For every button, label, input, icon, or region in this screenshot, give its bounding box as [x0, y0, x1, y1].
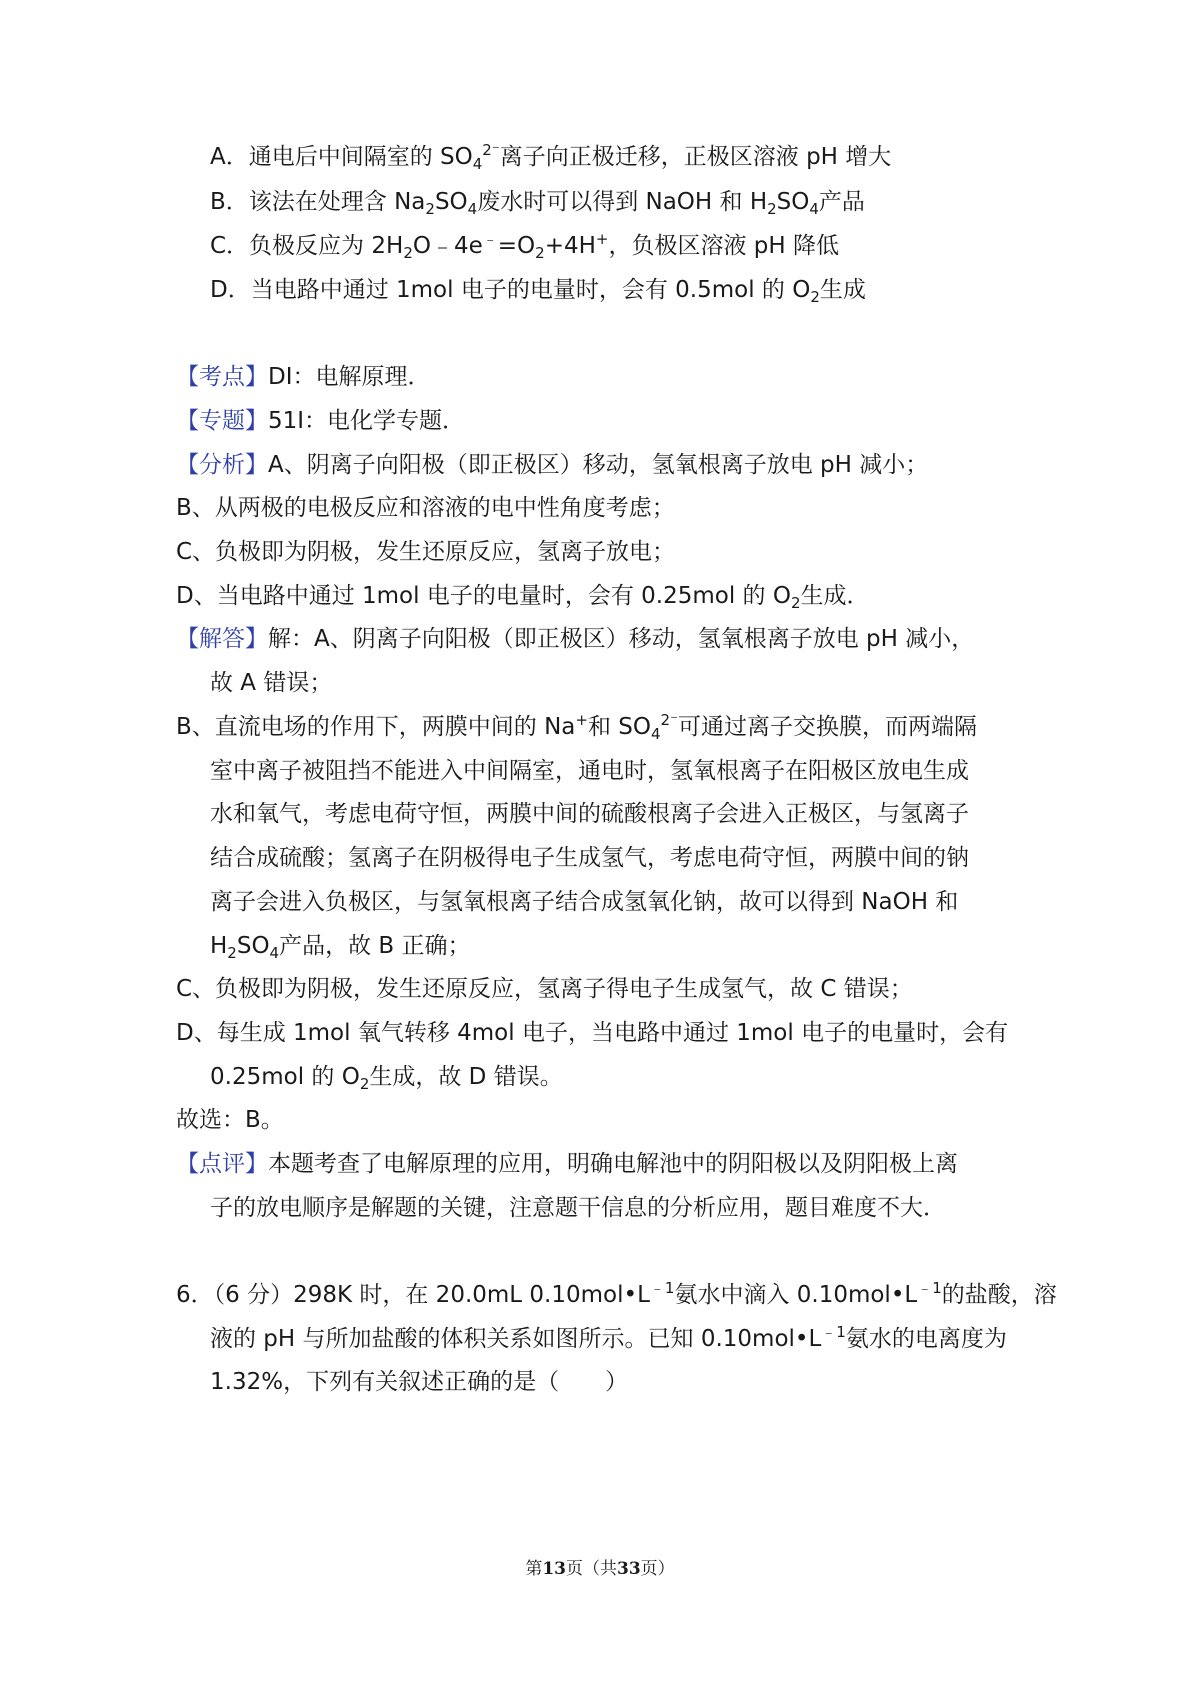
jieda-text: D、每生成 1mol 氧气转移 4mol 电子，当电路中通过 1mol 电子的电量时，会有 [176, 1020, 1009, 1046]
jieda-line [210, 930, 471, 962]
option-b-text: 废水时可以得到 NaOH 和 H [477, 189, 768, 215]
subscript: 4 [472, 155, 483, 173]
fenxi-tag: 【分析】 [176, 452, 268, 478]
fenxi-line [176, 536, 675, 568]
option-d [210, 274, 866, 306]
option-d-text: D．当电路中通过 1mol 电子的电量时，会有 0.5mol 的 O [210, 277, 811, 303]
fenxi-line [176, 580, 870, 612]
jieda-text: 0.25mol 的 O [210, 1064, 360, 1090]
subscript: 2 [359, 1075, 370, 1093]
fenxi-line [176, 449, 928, 481]
jieda-text: 生成，故 D 错误。 [369, 1064, 563, 1090]
subscript: 2 [810, 288, 820, 306]
fenxi-text: B、从两极的电极反应和溶液的电中性角度考虑； [176, 495, 675, 521]
answer-line [176, 1104, 284, 1136]
subscript: 2 [403, 244, 413, 262]
zhuanti-text: 51I：电化学专题． [268, 408, 466, 434]
jieda-line [176, 1017, 1008, 1049]
subscript: 4 [650, 725, 661, 743]
jieda-text: H [210, 933, 228, 959]
option-b-text: 产品 [818, 189, 865, 215]
option-a-text: A．通电后中间隔室的 SO [210, 144, 473, 170]
question-6-text: 液的 pH 与所加盐酸的体积关系如图所示。已知 0.10mol•L [210, 1326, 822, 1352]
jieda-line [210, 667, 332, 699]
superscript: + [575, 711, 588, 729]
dianping-text: 本题考查了电解原理的应用，明确电解池中的阴阳极以及阴阳极上离 [268, 1151, 958, 1177]
option-c [210, 230, 839, 262]
question-6-line [176, 1279, 1057, 1311]
jieda-text: 产品，故 B 正确； [279, 933, 471, 959]
jieda-text: 可通过离子交换膜，而两端隔 [678, 714, 977, 740]
jieda-line [210, 1061, 563, 1093]
superscript: 2⁻ [482, 141, 500, 159]
answer-text: 故选：B。 [176, 1107, 284, 1133]
jieda-text: 故 A 错误； [210, 670, 333, 696]
page-total: 33 [617, 1559, 641, 1579]
dianping-text: 子的放电顺序是解题的关键，注意题干信息的分析应用，题目难度不大． [210, 1195, 946, 1221]
jieda-line [210, 798, 969, 830]
superscript: ﹣ [482, 230, 498, 248]
subscript: 4 [467, 200, 478, 218]
dianping-line [176, 1148, 958, 1180]
page-number: 13 [542, 1559, 566, 1579]
jieda-text: 解：A、阴离子向阳极（即正极区）移动，氢氧根离子放电 pH 减小， [268, 626, 975, 652]
dianping-tag: 【点评】 [176, 1151, 268, 1177]
question-6-text: 6．（6 分）298K 时，在 20.0mL 0.10mol•L [176, 1282, 650, 1308]
jieda-text: 和 SO [587, 714, 651, 740]
page-footer [0, 1557, 1200, 1581]
zhuanti-line [176, 405, 465, 437]
subscript: 2 [425, 200, 435, 218]
option-c-text: C．负极反应为 2H [210, 233, 404, 259]
superscript: ﹣1 [821, 1323, 846, 1341]
option-b-text: SO [776, 189, 810, 215]
superscript: ﹣1 [649, 1279, 675, 1297]
jieda-text: SO [236, 933, 270, 959]
option-c-text: ，负极区溶液 pH 降低 [608, 233, 839, 259]
option-a [210, 141, 891, 173]
subscript: 2 [535, 244, 545, 262]
fenxi-line [176, 492, 675, 524]
question-6-text: 的盐酸，溶 [941, 1282, 1057, 1308]
fenxi-text: D、当电路中通过 1mol 电子的电量时，会有 0.25mol 的 O [176, 583, 791, 609]
jieda-text: 水和氧气，考虑电荷守恒，两膜中间的硫酸根离子会进入正极区，与氢离子 [210, 801, 969, 827]
dianping-line [210, 1192, 946, 1224]
jieda-text: 离子会进入负极区，与氢氧根离子结合成氢氧化钠，故可以得到 NaOH 和 [210, 889, 959, 915]
question-6-text: 氨水中滴入 0.10mol•L [674, 1282, 918, 1308]
option-b-text: B．该法在处理含 Na [210, 189, 426, 215]
jieda-tag: 【解答】 [176, 626, 268, 652]
jieda-line [210, 842, 969, 874]
option-c-text: O﹣4e [412, 233, 483, 259]
fenxi-text: C、负极即为阴极，发生还原反应，氢离子放电； [176, 539, 676, 565]
subscript: 2 [767, 200, 777, 218]
fenxi-text: 生成． [800, 583, 870, 609]
question-6-text: 氨水的电离度为 [845, 1326, 1007, 1352]
question-6-line [210, 1366, 628, 1398]
jieda-line [176, 623, 974, 655]
jieda-line [176, 973, 913, 1005]
jieda-line [210, 886, 958, 918]
footer-text: 页（共 [566, 1559, 617, 1579]
superscript: ﹣1 [917, 1279, 942, 1297]
subscript: 4 [269, 944, 280, 962]
jieda-line [176, 711, 977, 743]
jieda-text: C、负极即为阴极，发生还原反应，氢离子得电子生成氢气，故 C 错误； [176, 976, 913, 1002]
question-6-text: 1.32%，下列有关叙述正确的是（ ） [210, 1369, 629, 1395]
option-b [210, 186, 865, 218]
option-c-text: =O [497, 233, 536, 259]
zhuanti-tag: 【专题】 [176, 408, 268, 434]
option-b-text: SO [434, 189, 468, 215]
kaodian-text: DI：电解原理． [268, 364, 431, 390]
kaodian-tag: 【考点】 [176, 364, 268, 390]
footer-text: 第 [525, 1559, 543, 1579]
subscript: 2 [227, 944, 237, 962]
subscript: 4 [809, 200, 819, 218]
subscript: 2 [790, 594, 801, 612]
superscript: 2⁻ [660, 711, 678, 729]
option-d-text: 生成 [819, 277, 866, 303]
jieda-line [210, 755, 969, 787]
fenxi-text: A、阴离子向阳极（即正极区）移动，氢氧根离子放电 pH 减小； [268, 452, 929, 478]
footer-text: 页） [640, 1559, 675, 1579]
superscript: + [595, 230, 609, 248]
question-6-line [210, 1323, 1007, 1355]
jieda-text: 室中离子被阻挡不能进入中间隔室，通电时，氢氧根离子在阳极区放电生成 [210, 758, 969, 784]
option-a-text: 离子向正极迁移，正极区溶液 pH 增大 [499, 144, 892, 170]
jieda-text: B、直流电场的作用下，两膜中间的 Na [176, 714, 576, 740]
kaodian-line [176, 361, 431, 393]
jieda-text: 结合成硫酸；氢离子在阴极得电子生成氢气，考虑电荷守恒，两膜中间的钠 [210, 845, 969, 871]
option-c-text: +4H [544, 233, 596, 259]
